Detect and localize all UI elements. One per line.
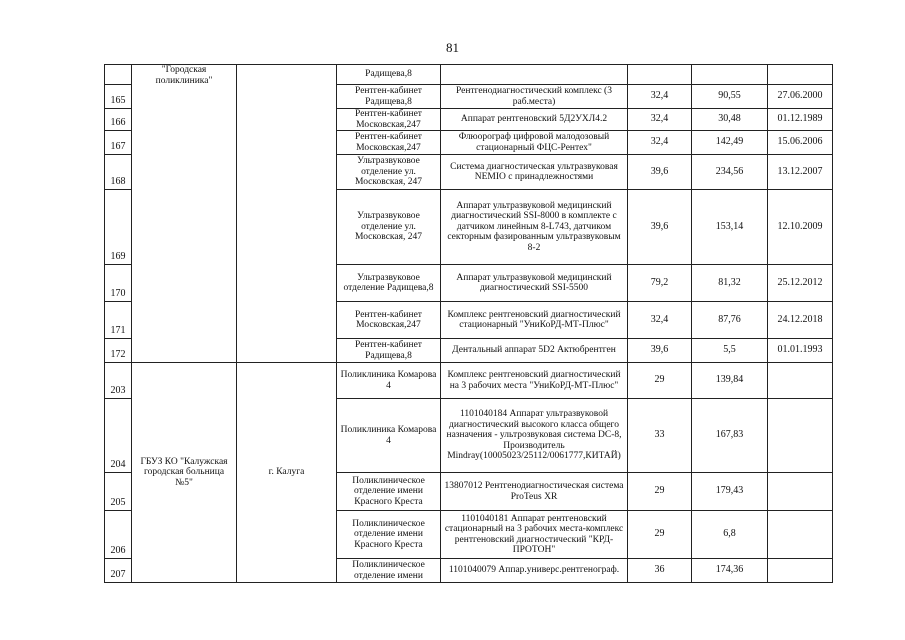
area-cell: 39,6 (628, 339, 692, 363)
equipment-cell: Флюорограф цифровой малодозовый стационарный ФЦС-Рентех" (441, 131, 628, 155)
equipment-cell: Комплекс рентгеновский диагностический стационарный "УниКоРД-МТ-Плюс" (441, 302, 628, 339)
area-cell: 36 (628, 559, 692, 583)
value-cell: 139,84 (692, 363, 768, 399)
location-cell: Ультразвуковое отделение ул. Московская, 247 (337, 155, 441, 190)
row-number: 166 (105, 109, 132, 131)
row-number: 207 (105, 559, 132, 583)
area-cell: 39,6 (628, 155, 692, 190)
location-cell: Ультразвуковое отделение ул. Московская, 247 (337, 190, 441, 265)
date-cell (768, 399, 833, 473)
city-cell: г. Калуга (237, 363, 337, 583)
location-cell: Поликлиническое отделение имени Красного Креста (337, 511, 441, 559)
date-cell (768, 363, 833, 399)
organization-cell: "Городская поликлиника" (132, 65, 237, 363)
row-number: 205 (105, 473, 132, 511)
equipment-cell: Дентальный аппарат 5D2 Актюбрентген (441, 339, 628, 363)
table-row (105, 65, 833, 85)
equipment-cell: Аппарат ультразвуковой медицинский диагностический SSI-8000 в комплекте с датчиком линейным 8-L743, датчиком секторным фазированным ультразвуковым 8-2 (441, 190, 628, 265)
equipment-cell: 1101040184 Аппарат ультразвуковой диагностический высокого класса общего назначения - ультрозвуковая система DC-8, Производитель Mindray(10005023/25112/0061777,КИТАЙ) (441, 399, 628, 473)
date-cell: 13.12.2007 (768, 155, 833, 190)
organization-cell: ГБУЗ КО "Калужская городская больница №5" (132, 363, 237, 583)
row-number: 165 (105, 85, 132, 109)
row-number: 203 (105, 363, 132, 399)
area-cell: 32,4 (628, 302, 692, 339)
row-number: 172 (105, 339, 132, 363)
area-cell: 33 (628, 399, 692, 473)
equipment-cell: Система диагностическая ультразвуковая NEMIO с принадлежностями (441, 155, 628, 190)
equipment-cell: Рентгенодиагностический комплекс (3 раб.места) (441, 85, 628, 109)
date-cell: 24.12.2018 (768, 302, 833, 339)
value-cell: 5,5 (692, 339, 768, 363)
value-cell: 153,14 (692, 190, 768, 265)
value-cell: 30,48 (692, 109, 768, 131)
area-cell: 39,6 (628, 190, 692, 265)
value-cell: 81,32 (692, 265, 768, 302)
location-cell: Рентген-кабинет Радищева,8 (337, 85, 441, 109)
equipment-cell: Комплекс рентгеновский диагностический на 3 рабочих места "УниКоРД-МТ-Плюс" (441, 363, 628, 399)
area-cell (628, 65, 692, 85)
date-cell (768, 65, 833, 85)
row-number: 206 (105, 511, 132, 559)
value-cell: 87,76 (692, 302, 768, 339)
row-number-cell (105, 65, 132, 85)
row-number: 204 (105, 399, 132, 473)
value-cell: 6,8 (692, 511, 768, 559)
value-cell: 179,43 (692, 473, 768, 511)
row-number: 168 (105, 155, 132, 190)
area-cell: 29 (628, 511, 692, 559)
location-cell: Рентген-кабинет Московская,247 (337, 131, 441, 155)
location-cell: Рентген-кабинет Московская,247 (337, 109, 441, 131)
location-cell: Поликлиническое отделение имени (337, 559, 441, 583)
location-cell: Поликлиника Комарова 4 (337, 399, 441, 473)
date-cell: 27.06.2000 (768, 85, 833, 109)
location-cell: Ультразвуковое отделение Радищева,8 (337, 265, 441, 302)
date-cell (768, 473, 833, 511)
page-number: 81 (446, 40, 459, 55)
value-cell: 174,36 (692, 559, 768, 583)
equipment-cell: 1101040079 Аппар.универс.рентгенограф. (441, 559, 628, 583)
equipment-cell: Аппарат рентгеновский 5Д2УХЛ4.2 (441, 109, 628, 131)
value-cell (692, 65, 768, 85)
equipment-cell: 1101040181 Аппарат рентгеновский стационарный на 3 рабочих места-комплекс рентгеновский диагностический "КРД-ПРОТОН" (441, 511, 628, 559)
table-row (105, 363, 833, 399)
area-cell: 32,4 (628, 109, 692, 131)
area-cell: 29 (628, 473, 692, 511)
equipment-table (104, 64, 833, 583)
row-number: 167 (105, 131, 132, 155)
value-cell: 90,55 (692, 85, 768, 109)
date-cell: 01.12.1989 (768, 109, 833, 131)
equipment-cell: Аппарат ультразвуковой медицинский диагностический SSI-5500 (441, 265, 628, 302)
area-cell: 32,4 (628, 131, 692, 155)
date-cell (768, 559, 833, 583)
area-cell: 29 (628, 363, 692, 399)
equipment-cell (441, 65, 628, 85)
date-cell: 15.06.2006 (768, 131, 833, 155)
area-cell: 32,4 (628, 85, 692, 109)
row-number: 171 (105, 302, 132, 339)
date-cell (768, 511, 833, 559)
date-cell: 01.01.1993 (768, 339, 833, 363)
location-cell: Поликлиническое отделение имени Красного Креста (337, 473, 441, 511)
value-cell: 167,83 (692, 399, 768, 473)
area-cell: 79,2 (628, 265, 692, 302)
row-number: 170 (105, 265, 132, 302)
value-cell: 142,49 (692, 131, 768, 155)
date-cell: 25.12.2012 (768, 265, 833, 302)
equipment-cell: 13807012 Рентгенодиагностическая система ProTeus XR (441, 473, 628, 511)
row-number: 169 (105, 190, 132, 265)
location-cell: Рентген-кабинет Радищева,8 (337, 339, 441, 363)
location-cell: Рентген-кабинет Московская,247 (337, 302, 441, 339)
location-cell: Радищева,8 (337, 65, 441, 85)
value-cell: 234,56 (692, 155, 768, 190)
city-cell (237, 65, 337, 363)
date-cell: 12.10.2009 (768, 190, 833, 265)
location-cell: Поликлиника Комарова 4 (337, 363, 441, 399)
